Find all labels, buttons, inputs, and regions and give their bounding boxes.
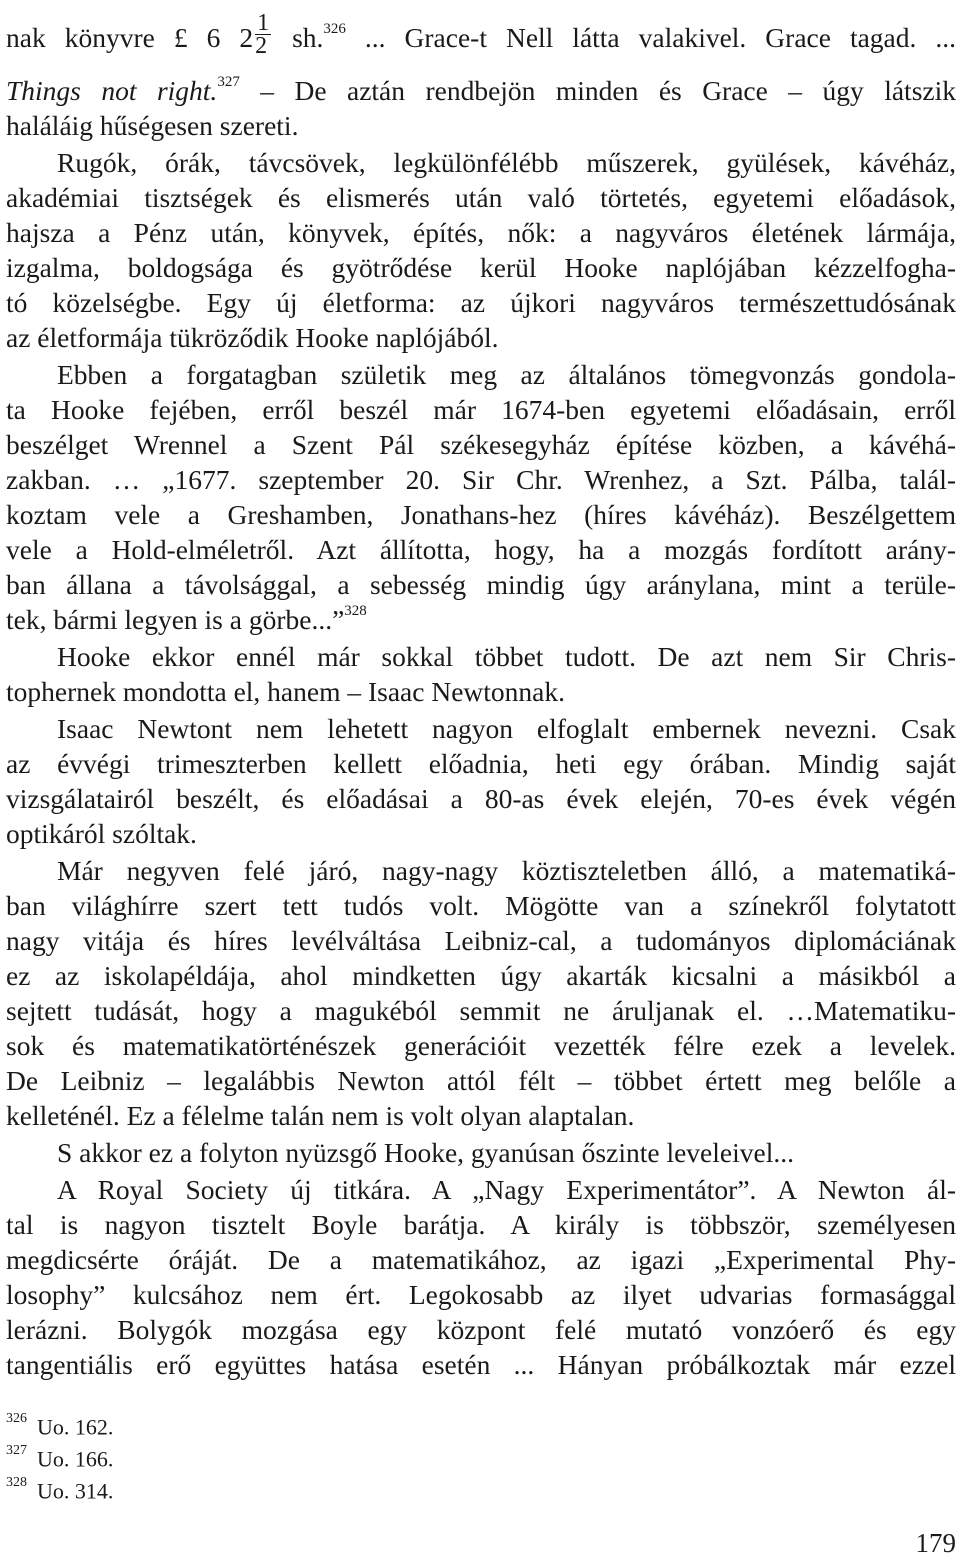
text-line: ban állana a távolsággal, a sebesség mindig úgy aránylana, mint a terüle-	[6, 569, 956, 600]
fraction-denominator: 2	[255, 33, 268, 59]
text-line	[6, 10, 956, 59]
text-italic: Things not right.	[6, 75, 218, 106]
footnote-ref: 328	[344, 602, 367, 619]
text-line: tophernek mondotta el, hanem – Isaac Newtonnak.	[6, 676, 565, 707]
text-line: S akkor ez a folyton nyüzsgő Hooke, gyanúsan őszinte leveleivel...	[57, 1137, 794, 1168]
text-line: hajsza a Pénz után, könyvek, építés, nők: a nagyváros életének lármája,	[6, 217, 956, 248]
fraction-numerator: 1	[257, 10, 270, 36]
text-line: koztam vele a Greshamben, Jonathans-hez (híres kávéház). Beszélgettem	[6, 499, 956, 530]
footnote-ref: 326	[323, 20, 346, 37]
text-line: Hooke ekkor ennél már sokkal többet tudott. De azt nem Sir Chris-	[57, 641, 956, 672]
footnote-number: 326	[6, 1411, 27, 1426]
text-segment: nak könyvre £ 6 2	[6, 21, 254, 53]
text-line	[6, 603, 956, 637]
footnote-number: 328	[6, 1475, 27, 1490]
text-line: kelleténél. Ez a félelme talán nem is volt olyan alaptalan.	[6, 1100, 635, 1131]
text-line: tó közelségbe. Egy új életforma: az újkori nagyváros természettudósának	[6, 287, 956, 318]
page-number: 179	[915, 1528, 956, 1558]
text-segment: – De aztán rendbejön minden és Grace – úgy látszik	[239, 75, 956, 106]
text-line: sejtett tudását, hogy a magukéból semmit ne áruljanak el. …Matematiku-	[6, 995, 956, 1026]
text-line: ta Hooke fejében, erről beszél már 1674-ben egyetemi előadásain, erről	[6, 394, 956, 425]
text-line: az évvégi trimeszterben kellett előadnia, heti egy órában. Mindig saját	[6, 748, 956, 779]
text-line: ez az iskolapéldája, ahol mindketten úgy akarták kicsalni a másikból a	[6, 960, 956, 991]
text-line	[6, 74, 956, 108]
text-line: De Leibniz – legalábbis Newton attól félt – többet értett meg belőle a	[6, 1065, 956, 1096]
footnote-ref: 327	[217, 73, 240, 90]
text-segment: sh.	[273, 21, 324, 53]
text-line: megdicsérte óráját. De a matematikához, az igazi „Experimental Phy-	[6, 1244, 956, 1275]
footnote-text: Uo. 166.	[37, 1446, 114, 1472]
footnote	[6, 1440, 113, 1474]
text-line: lerázni. Bolygók mozgása egy központ felé mutató vonzóerő és egy	[6, 1314, 956, 1345]
text-line: tangentiális erő együttes hatása esetén ... Hányan próbálkoztak már ezzel	[6, 1349, 956, 1380]
footnote-text: Uo. 162.	[37, 1414, 114, 1440]
text-segment: ... Grace-t Nell látta valakivel. Grace tagad. ...	[345, 21, 956, 53]
footnote	[6, 1472, 113, 1506]
text-line: akadémiai tisztségek és elismerés után való törtetés, egyetemi előadások,	[6, 182, 956, 213]
text-line: beszélget Wrennel a Szent Pál székesegyház építése közben, a kávéhá-	[6, 429, 956, 460]
text-line: izgalma, boldogsága és gyötrődése kerül Hooke naplójában kézzelfogha-	[6, 252, 956, 283]
footnote-number: 327	[6, 1443, 27, 1458]
text-line: tal is nagyon tisztelt Boyle barátja. A király is többször, személyesen	[6, 1209, 956, 1240]
text-line: nagy vitája és híres levélváltása Leibniz-cal, a tudományos diplomáciának	[6, 925, 956, 956]
text-line: Ebben a forgatagban születik meg az általános tömegvonzás gondola-	[57, 359, 956, 390]
footnote	[6, 1408, 113, 1442]
text-line: vele a Hold-elméletről. Azt állította, hogy, ha a mozgás fordított arány-	[6, 534, 956, 565]
text-line: A Royal Society új titkára. A „Nagy Experimentátor”. A Newton ál-	[57, 1174, 956, 1205]
text-line: Isaac Newtont nem lehetett nagyon elfoglalt embernek nevezni. Csak	[57, 713, 956, 744]
text-line: Már negyven felé járó, nagy-nagy köztiszteletben álló, a matematiká-	[57, 855, 956, 886]
text-line: zakban. … „1677. szeptember 20. Sir Chr. Wrenhez, a Szt. Pálba, talál-	[6, 464, 956, 495]
text-line: sok és matematikatörténészek generációit vezették félre ezek a levelek.	[6, 1030, 956, 1061]
text-line: optikáról szóltak.	[6, 818, 197, 849]
fraction	[255, 12, 271, 57]
footnote-text: Uo. 314.	[37, 1478, 114, 1504]
text-line: losophy” kulcsához nem ért. Legokosabb az ilyet udvarias formasággal	[6, 1279, 956, 1310]
text-line: vizsgálatairól beszélt, és előadásai a 80-as évek elején, 70-es évek végén	[6, 783, 956, 814]
text-line: ban világhírre szert tett tudós volt. Mögötte van a színekről folytatott	[6, 890, 956, 921]
text-line: Rugók, órák, távcsövek, legkülönfélébb műszerek, gyülések, kávéház,	[57, 147, 956, 178]
text-line: haláláig hűségesen szereti.	[6, 110, 299, 141]
text-line: az életformája tükröződik Hooke naplójából.	[6, 322, 499, 353]
text-segment: tek, bármi legyen is a görbe...”	[6, 604, 345, 635]
